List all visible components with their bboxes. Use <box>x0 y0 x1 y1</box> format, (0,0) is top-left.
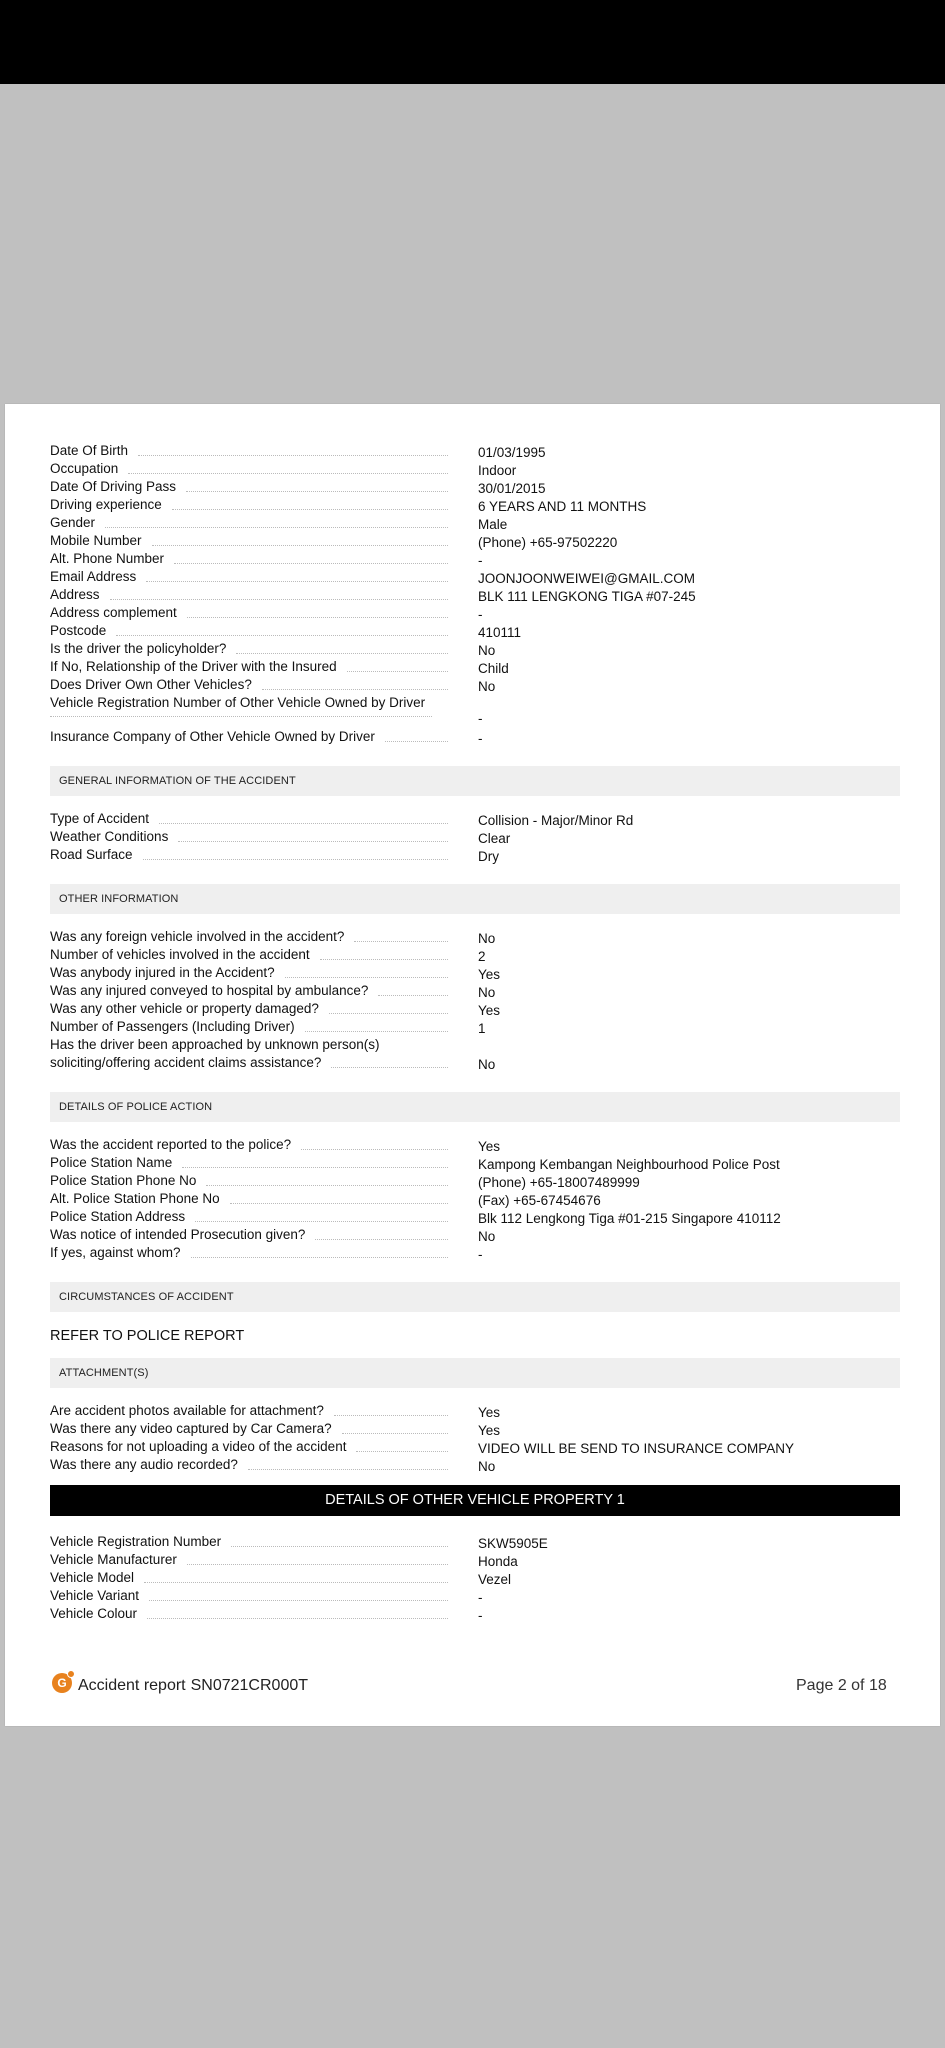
field-value: (Phone) +65-97502220 <box>478 535 618 550</box>
field-label: Police Station Name <box>50 1155 173 1170</box>
dot-leader <box>248 1469 448 1470</box>
dot-leader <box>329 1013 448 1014</box>
field-value: No <box>478 1057 496 1072</box>
section-header-attachments: ATTACHMENT(S) <box>50 1358 900 1388</box>
field-value: - <box>478 607 483 622</box>
field-row <box>50 676 900 694</box>
field-row <box>50 550 900 568</box>
field-value: No <box>478 679 496 694</box>
field-label: Police Station Phone No <box>50 1173 197 1188</box>
field-label: Mobile Number <box>50 533 142 548</box>
field-label-line <box>50 1036 900 1054</box>
other-vehicle-fields <box>50 1533 900 1623</box>
field-label: Does Driver Own Other Vehicles? <box>50 677 252 692</box>
field-value: - <box>478 731 483 746</box>
dot-leader <box>143 859 448 860</box>
dot-leader <box>342 1433 448 1434</box>
field-label: Date Of Birth <box>50 443 129 458</box>
field-label: Number of Passengers (Including Driver) <box>50 1019 295 1034</box>
section-header-other-info: OTHER INFORMATION <box>50 884 900 914</box>
field-value: Yes <box>478 1405 501 1420</box>
field-row <box>50 1208 900 1226</box>
field-value: 410111 <box>478 625 522 640</box>
dot-leader <box>187 1564 448 1565</box>
field-label: Occupation <box>50 461 119 476</box>
dot-leader <box>146 581 448 582</box>
field-row <box>50 828 900 846</box>
dot-leader <box>50 716 432 717</box>
section-header-general-info: GENERAL INFORMATION OF THE ACCIDENT <box>50 766 900 796</box>
field-value: Vezel <box>478 1572 512 1587</box>
field-value: Dry <box>478 849 499 864</box>
field-label: Is the driver the policyholder? <box>50 641 227 656</box>
dot-leader <box>285 977 448 978</box>
field-label: If yes, against whom? <box>50 1245 181 1260</box>
field-label: Vehicle Registration Number <box>50 1534 222 1549</box>
field-label: Was any other vehicle or property damaged? <box>50 1001 319 1016</box>
field-label: Are accident photos available for attachment? <box>50 1403 324 1418</box>
field-row <box>50 1154 900 1172</box>
field-row <box>50 622 900 640</box>
field-label: Was notice of intended Prosecution given? <box>50 1227 306 1242</box>
field-value: No <box>478 1229 496 1244</box>
dot-leader <box>315 1239 448 1240</box>
field-value: Yes <box>478 967 501 982</box>
dot-leader <box>138 455 448 456</box>
field-value: Child <box>478 661 509 676</box>
field-row <box>50 640 900 658</box>
field-label: Number of vehicles involved in the accident <box>50 947 310 962</box>
dot-leader <box>159 823 448 824</box>
dot-leader <box>356 1451 448 1452</box>
dot-leader <box>334 1415 448 1416</box>
dot-leader <box>320 959 448 960</box>
field-row <box>50 532 900 550</box>
dot-leader <box>149 1600 448 1601</box>
field-row <box>50 1172 900 1190</box>
document-page <box>5 404 940 1726</box>
page-content <box>50 404 900 1623</box>
field-row <box>50 1438 900 1456</box>
report-id: SN0721CR000T <box>190 1677 309 1694</box>
attachments-fields <box>50 1402 900 1474</box>
field-value: - <box>478 1608 483 1623</box>
field-row <box>50 1190 900 1208</box>
field-label: Vehicle Variant <box>50 1588 140 1603</box>
field-value: No <box>478 1459 496 1474</box>
field-label: Date Of Driving Pass <box>50 479 177 494</box>
field-label: Was the accident reported to the police? <box>50 1137 292 1152</box>
dot-leader <box>378 995 448 996</box>
field-row <box>50 946 900 964</box>
field-value: (Fax) +65-67454676 <box>478 1193 601 1208</box>
field-label: Address <box>50 587 100 602</box>
field-value: Male <box>478 517 508 532</box>
field-value: - <box>478 711 483 726</box>
dot-leader <box>301 1149 448 1150</box>
field-row <box>50 1402 900 1420</box>
field-value: Blk 112 Lengkong Tiga #01-215 Singapore 410112 <box>478 1211 781 1226</box>
field-label: Alt. Phone Number <box>50 551 165 566</box>
field-label: soliciting/offering accident claims assistance? <box>50 1055 322 1070</box>
field-value: Collision - Major/Minor Rd <box>478 813 634 828</box>
field-row <box>50 1420 900 1438</box>
dot-leader <box>105 527 448 528</box>
field-value: Kampong Kembangan Neighbourhood Police Post <box>478 1157 780 1172</box>
field-label: Alt. Police Station Phone No <box>50 1191 220 1206</box>
circumstances-text: REFER TO POLICE REPORT <box>50 1328 245 1344</box>
field-row <box>50 1054 900 1072</box>
field-row <box>50 1244 900 1262</box>
field-row <box>50 514 900 532</box>
field-value: No <box>478 931 496 946</box>
field-value: No <box>478 643 496 658</box>
field-row <box>50 442 900 460</box>
general-info-fields <box>50 810 900 864</box>
dot-leader <box>354 941 448 942</box>
field-value: Yes <box>478 1139 501 1154</box>
dot-leader <box>331 1067 448 1068</box>
other-info-fields <box>50 928 900 1072</box>
section-header-police-action: DETAILS OF POLICE ACTION <box>50 1092 900 1122</box>
dot-leader <box>195 1221 448 1222</box>
field-value: JOONJOONWEIWEI@GMAIL.COM <box>478 571 695 586</box>
field-row <box>50 928 900 946</box>
field-label: Was any foreign vehicle involved in the accident? <box>50 929 345 944</box>
field-row <box>50 846 900 864</box>
field-value: BLK 111 LENGKONG TIGA #07-245 <box>478 589 696 604</box>
field-value: 30/01/2015 <box>478 481 546 496</box>
page-indicator: Page 2 of 18 <box>796 1677 887 1694</box>
field-label: Reasons for not uploading a video of the accident <box>50 1439 347 1454</box>
status-bar <box>0 0 945 84</box>
field-row <box>50 1018 900 1036</box>
dot-leader <box>144 1582 448 1583</box>
field-row <box>50 658 900 676</box>
field-row <box>50 1587 900 1605</box>
dot-leader <box>262 689 448 690</box>
field-value: No <box>478 985 496 1000</box>
field-row <box>50 728 900 746</box>
field-value: - <box>478 1590 483 1605</box>
field-label: If No, Relationship of the Driver with the Insured <box>50 659 337 674</box>
dot-leader <box>231 1546 448 1547</box>
field-label: Has the driver been approached by unknown person(s) <box>50 1037 380 1052</box>
dot-leader <box>110 599 448 600</box>
field-value: Yes <box>478 1423 501 1438</box>
section-header-other-vehicle: DETAILS OF OTHER VEHICLE PROPERTY 1 <box>50 1485 900 1516</box>
field-label: Was any injured conveyed to hospital by ambulance? <box>50 983 369 998</box>
dot-leader <box>178 841 448 842</box>
field-row <box>50 964 900 982</box>
dot-leader <box>174 563 448 564</box>
field-row <box>50 694 900 728</box>
dot-leader <box>116 635 448 636</box>
field-label: Was there any video captured by Car Camera? <box>50 1421 332 1436</box>
dot-leader <box>385 741 448 742</box>
report-label: Accident report <box>78 1677 186 1694</box>
dot-leader <box>152 545 448 546</box>
field-row <box>50 1456 900 1474</box>
field-label: Insurance Company of Other Vehicle Owned by Driver <box>50 729 375 744</box>
field-value: Yes <box>478 1003 501 1018</box>
field-label: Address complement <box>50 605 177 620</box>
field-value: 6 YEARS AND 11 MONTHS <box>478 499 647 514</box>
police-action-fields <box>50 1136 900 1262</box>
field-label: Gender <box>50 515 96 530</box>
dot-leader <box>147 1618 448 1619</box>
field-value: 01/03/1995 <box>478 445 546 460</box>
field-row <box>50 460 900 478</box>
dot-leader <box>172 509 448 510</box>
field-value: - <box>478 553 483 568</box>
page-footer <box>52 1677 308 1695</box>
dot-leader <box>347 671 448 672</box>
dot-leader <box>206 1185 448 1186</box>
field-row <box>50 496 900 514</box>
field-label: Postcode <box>50 623 107 638</box>
field-row <box>50 1605 900 1623</box>
field-value: Indoor <box>478 463 517 478</box>
field-value: 2 <box>478 949 486 964</box>
field-label: Email Address <box>50 569 137 584</box>
field-row <box>50 1136 900 1154</box>
field-row <box>50 1533 900 1551</box>
dot-leader <box>186 491 448 492</box>
field-label: Weather Conditions <box>50 829 169 844</box>
field-row <box>50 1551 900 1569</box>
field-value: Honda <box>478 1554 518 1569</box>
dot-leader <box>236 653 448 654</box>
field-label: Type of Accident <box>50 811 150 826</box>
brand-logo-icon: G <box>52 1673 72 1693</box>
field-row <box>50 1569 900 1587</box>
field-row <box>50 568 900 586</box>
dot-leader <box>187 617 448 618</box>
field-label: Vehicle Manufacturer <box>50 1552 177 1567</box>
field-row <box>50 1000 900 1018</box>
field-value: Clear <box>478 831 511 846</box>
dot-leader <box>191 1257 448 1258</box>
field-value: VIDEO WILL BE SEND TO INSURANCE COMPANY <box>478 1441 795 1456</box>
field-row <box>50 604 900 622</box>
driver-details <box>50 442 900 746</box>
field-row <box>50 810 900 828</box>
field-value: - <box>478 1247 483 1262</box>
field-row <box>50 586 900 604</box>
dot-leader <box>230 1203 448 1204</box>
section-header-circumstances: CIRCUMSTANCES OF ACCIDENT <box>50 1282 900 1312</box>
field-label: Was anybody injured in the Accident? <box>50 965 275 980</box>
field-value: SKW5905E <box>478 1536 548 1551</box>
dot-leader <box>305 1031 448 1032</box>
field-row <box>50 1226 900 1244</box>
field-label: Vehicle Registration Number of Other Vehicle Owned by Driver <box>50 695 426 710</box>
dot-leader <box>128 473 448 474</box>
field-label: Vehicle Model <box>50 1570 135 1585</box>
field-label: Police Station Address <box>50 1209 186 1224</box>
field-row <box>50 982 900 1000</box>
field-label: Driving experience <box>50 497 162 512</box>
field-value: (Phone) +65-18007489999 <box>478 1175 640 1190</box>
field-label: Road Surface <box>50 847 133 862</box>
field-label: Was there any audio recorded? <box>50 1457 238 1472</box>
field-value: 1 <box>478 1021 486 1036</box>
field-row <box>50 478 900 496</box>
field-label: Vehicle Colour <box>50 1606 138 1621</box>
dot-leader <box>182 1167 448 1168</box>
